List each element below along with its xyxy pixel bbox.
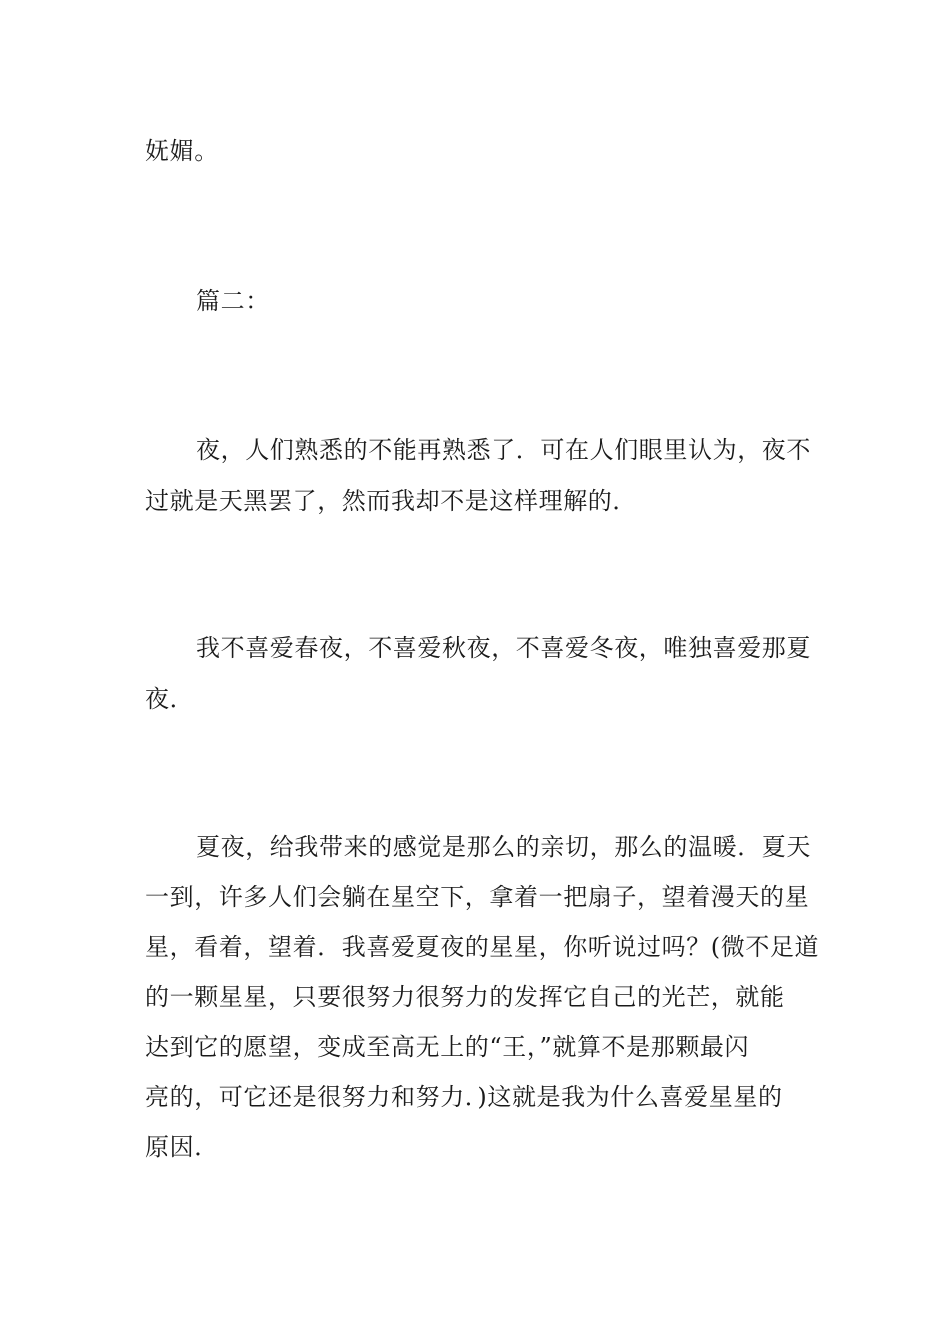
paragraph-line: 夏夜，给我带来的感觉是那么的亲切，那么的温暖．夏天 (196, 833, 811, 861)
section-heading: 篇二： (196, 287, 270, 315)
paragraph-line: 夜． (145, 685, 195, 713)
paragraph-line: 达到它的愿望，变成至高无上的“王，”就算不是那颗最闪 (145, 1033, 750, 1061)
paragraph-line: 夜，人们熟悉的不能再熟悉了．可在人们眼里认为，夜不 (196, 436, 811, 464)
paragraph-line: 星，看着，望着．我喜爱夏夜的星星，你听说过吗？(微不足道 (145, 933, 820, 961)
paragraph-line: 原因． (145, 1133, 219, 1161)
text-fragment-end: 妩媚。 (145, 137, 219, 165)
paragraph-line: 过就是天黑罢了，然而我却不是这样理解的． (145, 487, 637, 515)
paragraph-line: 一到，许多人们会躺在星空下，拿着一把扇子，望着漫天的星 (145, 883, 810, 911)
paragraph-line: 我不喜爱春夜，不喜爱秋夜，不喜爱冬夜，唯独喜爱那夏 (196, 634, 811, 662)
paragraph-line: 的一颗星星，只要很努力很努力的发挥它自己的光芒，就能 (145, 983, 785, 1011)
paragraph-line: 亮的，可它还是很努力和努力．)这就是我为什么喜爱星星的 (145, 1083, 783, 1111)
